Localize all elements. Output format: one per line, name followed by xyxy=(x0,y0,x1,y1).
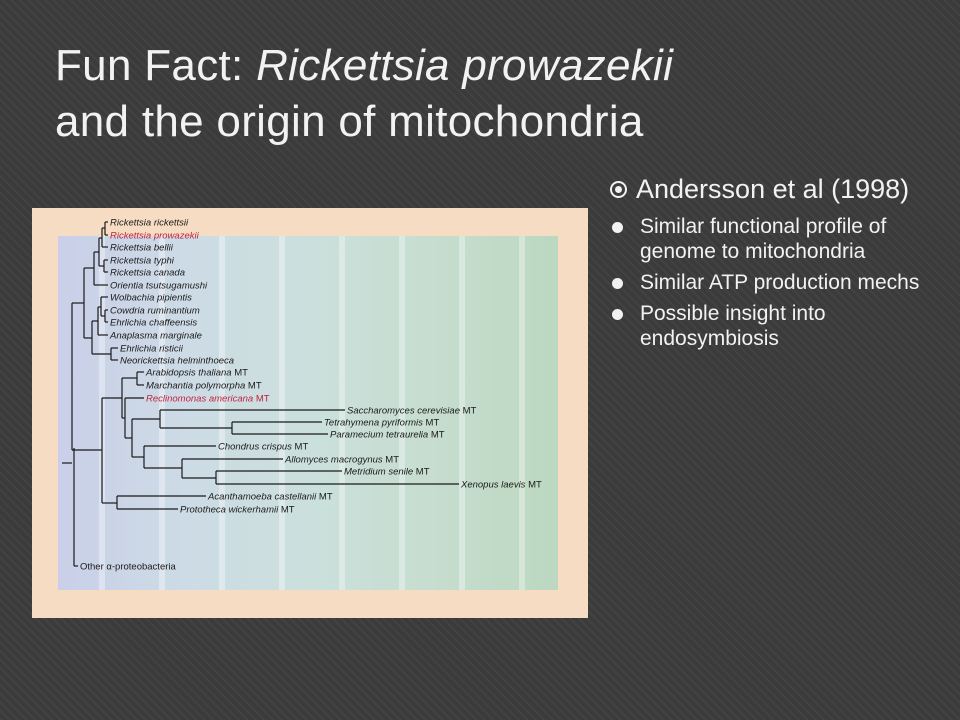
taxon-label: Acanthamoeba castellanii MT xyxy=(208,491,333,503)
taxon-label: Allomyces macrogynus MT xyxy=(285,454,400,466)
taxon-label: Rickettsia rickettsii xyxy=(110,217,189,229)
taxon-label: Ehrlichia chaffeensis xyxy=(110,317,198,329)
phylogenetic-tree-figure xyxy=(32,208,588,618)
taxon-label: Tetrahymena pyriformis MT xyxy=(324,417,440,429)
slide-title xyxy=(55,38,915,150)
taxon-label: Rickettsia typhi xyxy=(110,255,174,267)
taxon-label: Cowdria ruminantium xyxy=(110,305,200,317)
taxon-label: Rickettsia bellii xyxy=(110,242,173,254)
bullet-main xyxy=(610,172,950,206)
taxon-label: Ehrlichia risticii xyxy=(120,343,183,355)
taxon-label: Reclinomonas americana MT xyxy=(146,393,270,405)
title-line-1 xyxy=(55,38,915,94)
sub-bullet-text: Similar ATP production mechs xyxy=(640,271,920,294)
taxon-label: Rickettsia canada xyxy=(110,267,185,279)
dot-bullet-icon xyxy=(612,309,623,320)
sub-bullet-list xyxy=(610,214,950,351)
taxon-label: Xenopus laevis MT xyxy=(461,479,542,491)
taxon-label: Wolbachia pipientis xyxy=(110,292,192,304)
target-bullet-icon xyxy=(610,181,627,198)
bullet-list xyxy=(610,172,950,351)
phylogenetic-tree xyxy=(32,208,588,618)
title-species: Rickettsia prowazekii xyxy=(256,41,674,90)
taxon-label: Paramecium tetraurelia MT xyxy=(330,429,445,441)
taxon-label: Rickettsia prowazekii xyxy=(110,230,199,242)
sub-bullet xyxy=(610,214,950,264)
taxon-label: Anaplasma marginale xyxy=(110,330,202,342)
taxon-label: Orientia tsutsugamushi xyxy=(110,280,208,292)
taxon-label: Chondrus crispus MT xyxy=(218,441,309,453)
sub-bullet-text: Similar functional profile of genome to mitochondria xyxy=(640,215,887,263)
taxon-label: Marchantia polymorpha MT xyxy=(146,380,262,392)
taxon-label: Prototheca wickerhamii MT xyxy=(180,504,295,516)
taxon-label: Metridium senile MT xyxy=(344,466,430,478)
sub-bullet xyxy=(610,301,950,351)
taxon-label: Other α-proteobacteria xyxy=(80,561,176,573)
title-prefix: Fun Fact: xyxy=(55,41,257,90)
title-line-2: and the origin of mitochondria xyxy=(55,97,644,146)
sub-bullet-text: Possible insight into endosymbiosis xyxy=(640,302,826,350)
taxon-label: Neorickettsia helminthoeca xyxy=(120,355,235,367)
taxon-label: Arabidopsis thaliana MT xyxy=(146,367,248,379)
sub-bullet xyxy=(610,270,950,295)
dot-bullet-icon xyxy=(612,278,623,289)
bullet-main-text: Andersson et al (1998) xyxy=(636,174,910,204)
taxon-label: Saccharomyces cerevisiae MT xyxy=(347,405,477,417)
dot-bullet-icon xyxy=(612,222,623,233)
